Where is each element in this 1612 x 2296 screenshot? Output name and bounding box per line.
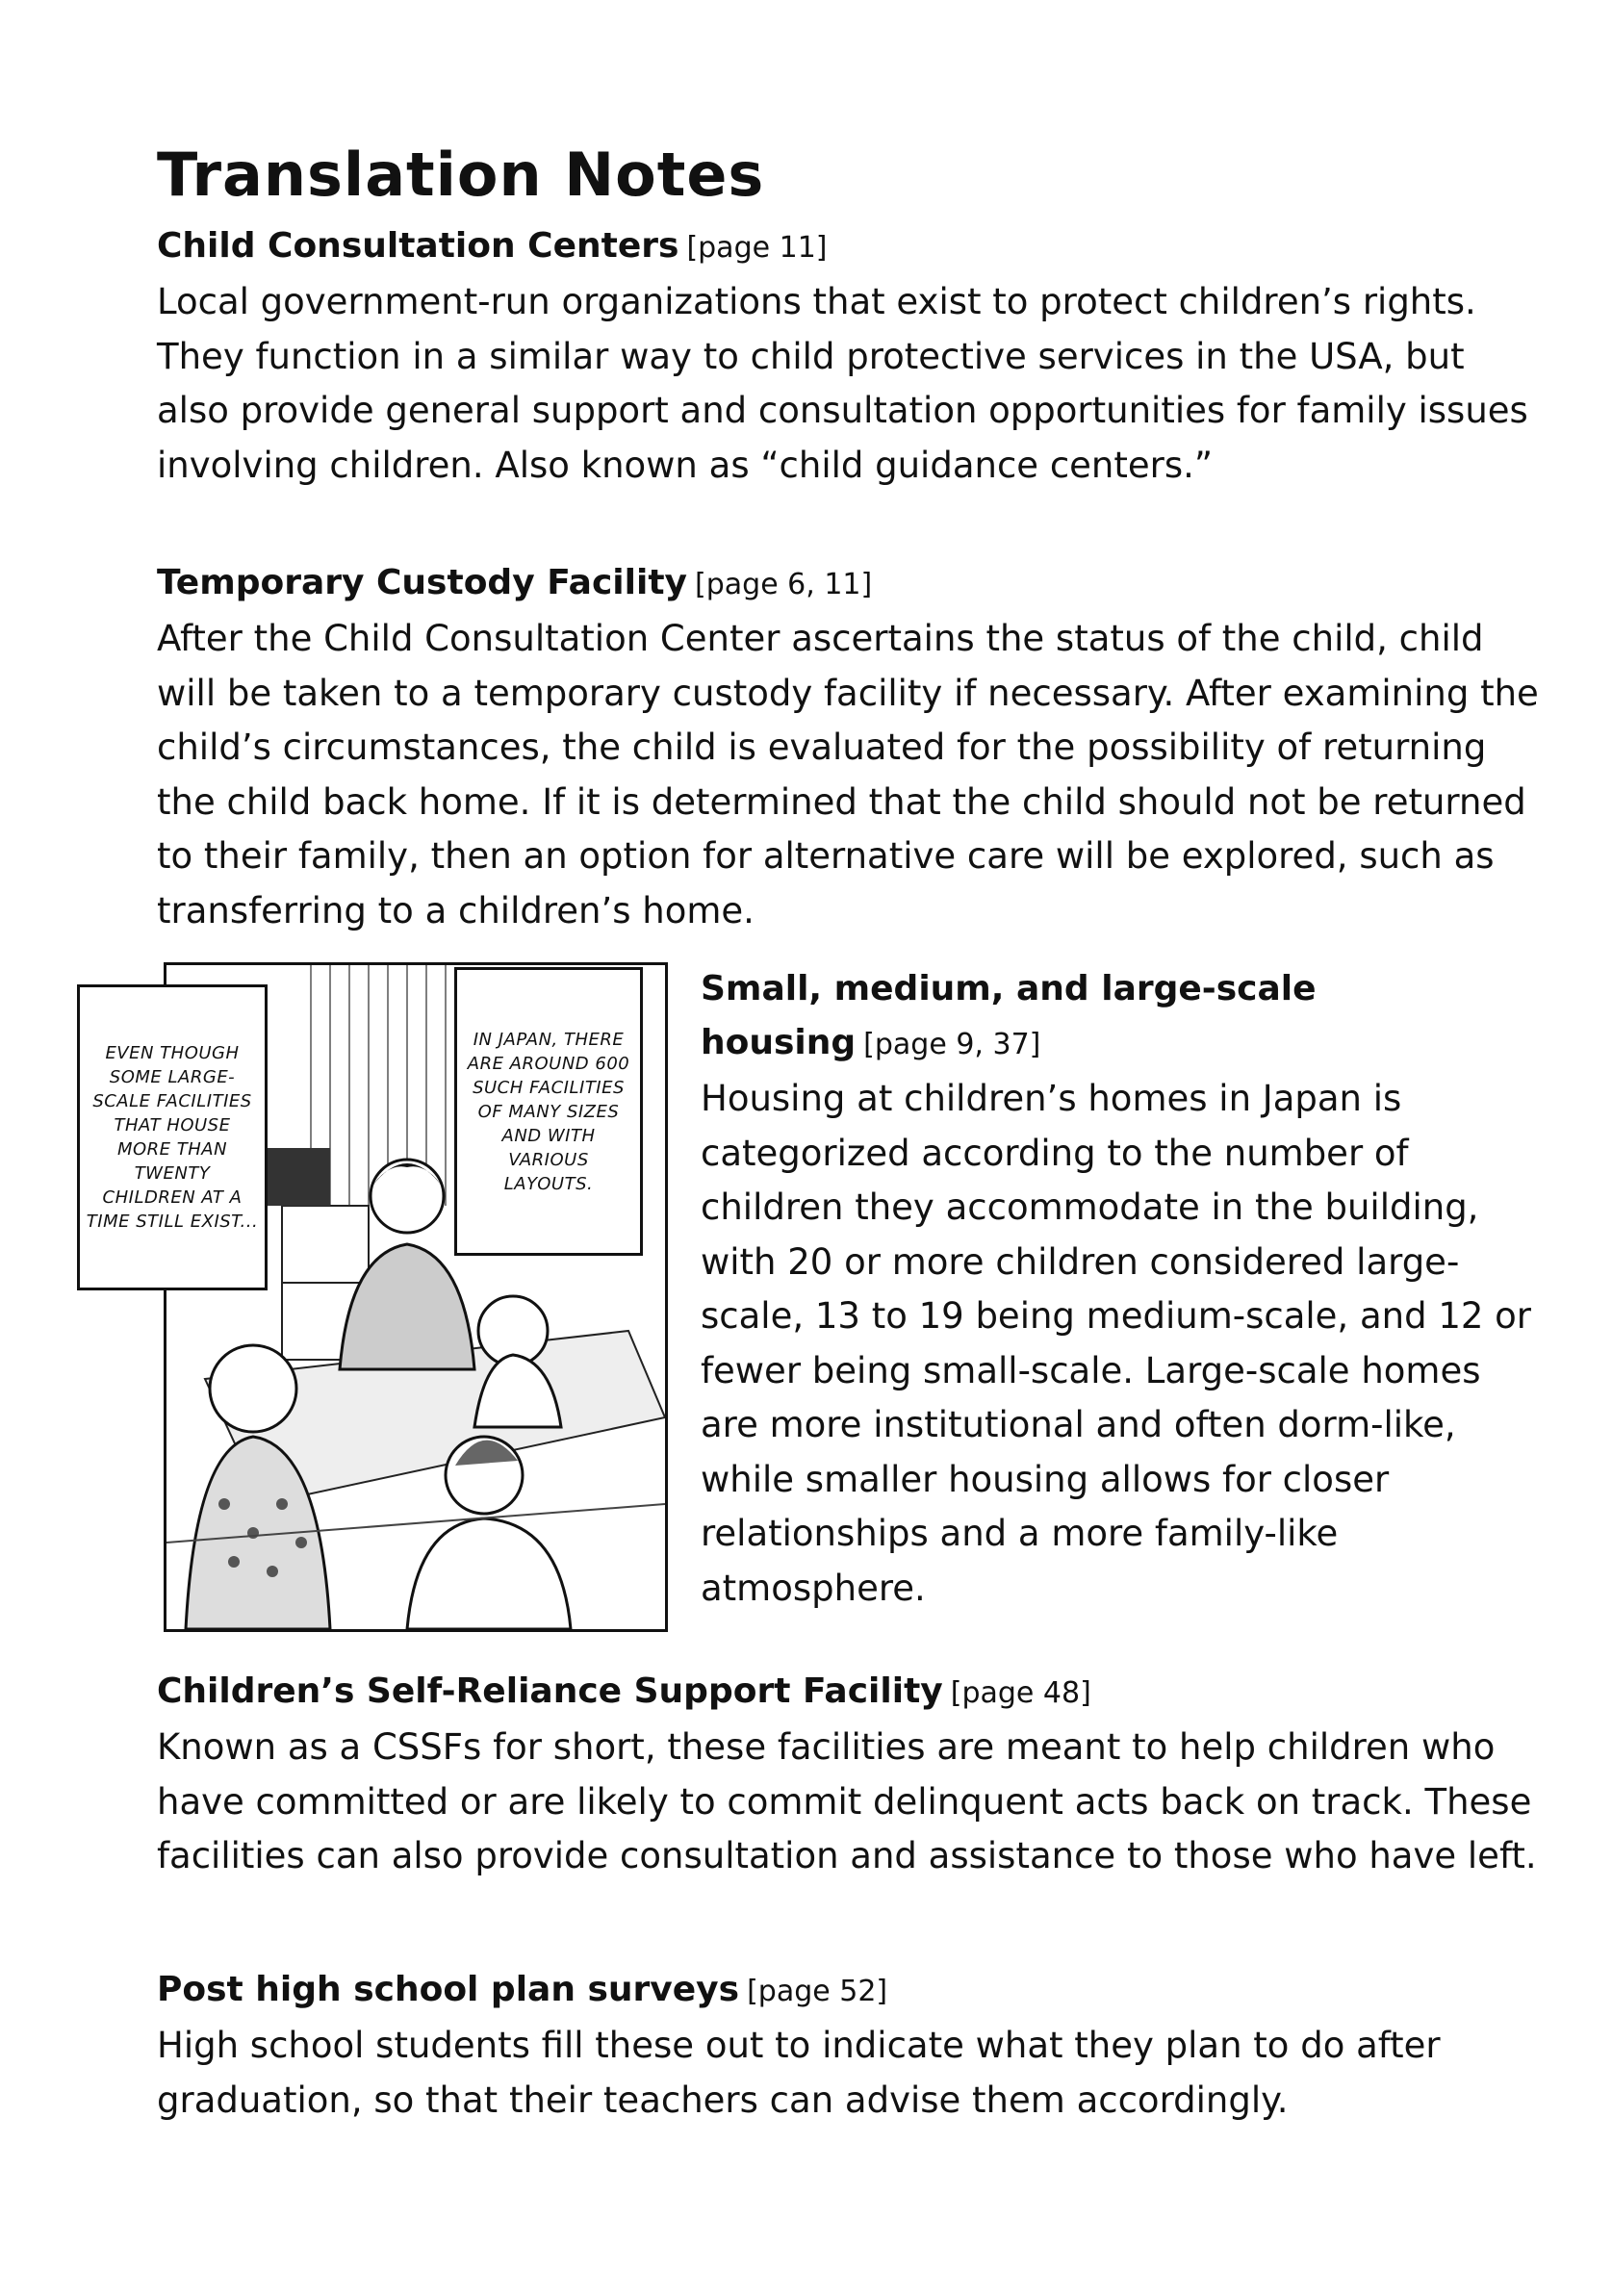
note-page-ref: [page 9, 37]: [863, 1028, 1041, 1061]
note-self-reliance-support-facility: [157, 1665, 1543, 1884]
note-body: High school students fill these out to indicate what they plan to do after graduation, so that their teachers can advise them accordingly.: [157, 2025, 1441, 2121]
note-heading: [157, 1963, 1543, 2019]
note-page-ref: [page 48]: [950, 1676, 1091, 1710]
note-heading: [701, 962, 1548, 1072]
note-child-consultation-centers: [157, 219, 1543, 493]
note-post-high-school-surveys: [157, 1963, 1543, 2128]
page-title: Translation Notes: [157, 140, 765, 210]
speech-bubble-left: EVEN THOUGH SOME LARGE-SCALE FACILITIES THAT HOUSE MORE THAN TWENTY CHILDREN AT A TIME STILL EXIST...: [77, 984, 268, 1290]
note-heading: [157, 219, 1543, 275]
note-heading-text: Child Consultation Centers: [157, 226, 679, 266]
note-heading-text: Temporary Custody Facility: [157, 563, 688, 602]
note-page-ref: [page 11]: [686, 231, 828, 265]
note-page-ref: [page 52]: [747, 1975, 888, 2008]
note-body: Housing at children’s homes in Japan is categorized according to the number of children they accommodate in the building, with 20 or more children considered large-scale, 13 to 19 being medium-scale, and 12 or fewer being small-scale. Large-scale homes are more institutional and often dorm-like, while smaller housing allows for closer relationships and a more family-like atmosphere.: [701, 1078, 1532, 1609]
note-body: After the Child Consultation Center ascertains the status of the child, child will be taken to a temporary custody facility if necessary. After examining the child’s circumstances, the child is evaluated for the possibility of returning the child back home. If it is determined that the child should not be returned to their family, then an option for alternative care will be explored, such as transferring to a children’s home.: [157, 618, 1539, 931]
note-body: Known as a CSSFs for short, these facilities are meant to help children who have committed or are likely to commit delinquent acts back on track. These facilities can also provide consultation and assistance to those who have left.: [157, 1726, 1537, 1876]
note-heading: [157, 1665, 1543, 1721]
note-heading-text: Post high school plan surveys: [157, 1970, 740, 2009]
note-heading: [157, 556, 1543, 612]
note-heading-text: Small, medium, and large-scale housing: [701, 969, 1317, 1062]
note-housing-scale: [701, 962, 1548, 1616]
note-heading-text: Children’s Self-Reliance Support Facility: [157, 1671, 943, 1711]
speech-bubble-right: IN JAPAN, THERE ARE AROUND 600 SUCH FACILITIES OF MANY SIZES AND WITH VARIOUS LAYOUTS.: [454, 967, 643, 1256]
note-temporary-custody-facility: [157, 556, 1543, 938]
note-page-ref: [page 6, 11]: [695, 568, 873, 601]
note-body: Local government-run organizations that exist to protect children’s rights. They function in a similar way to child protective services in the USA, but also provide general support and consultation opportunities for family issues involving children. Also known as “child guidance centers.”: [157, 281, 1528, 486]
